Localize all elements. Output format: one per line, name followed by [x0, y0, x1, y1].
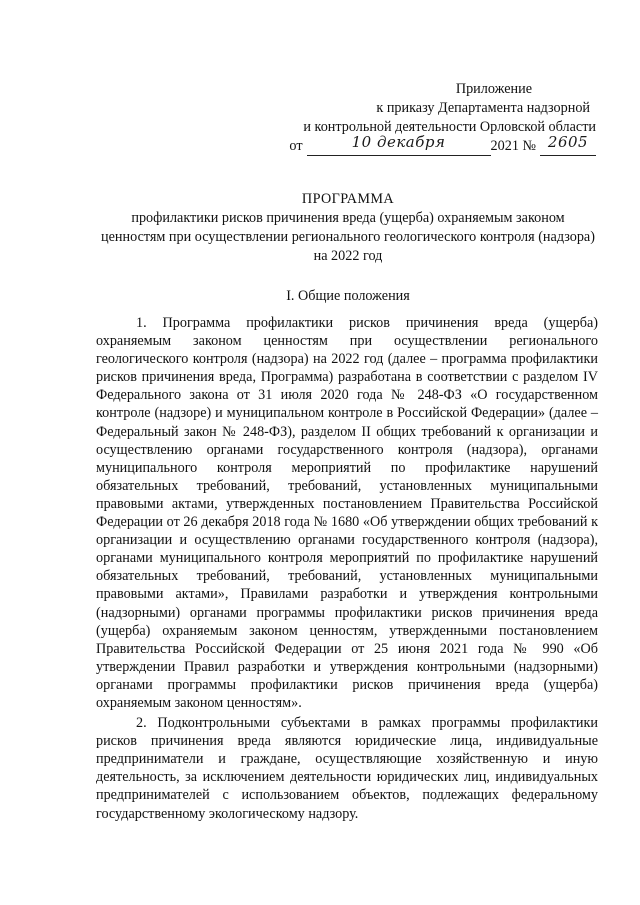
- program-title-block: [100, 190, 596, 266]
- program-heading: ПРОГРАММА: [301, 191, 395, 207]
- appendix-order-line: к приказу Департамента надзорной: [376, 100, 590, 116]
- appendix-title: Приложение: [455, 81, 532, 97]
- program-subtitle: профилактики рисков причинения вреда (ущерба) охраняемым законом ценностям при осуществлении регионального геологического контроля (надзора) на 2022 год: [101, 210, 595, 264]
- appendix-block: [0, 80, 596, 156]
- appendix-department-line: и контрольной деятельности Орловской области: [303, 119, 596, 135]
- number-field: [540, 133, 596, 156]
- handwritten-number: 2605: [547, 133, 589, 151]
- paragraph-1: 1. Программа профилактики рисков причинения вреда (ущерба) охраняемым законом ценностям при осуществлении регионального геологического контроля (надзора) на 2022 год (далее – программа профилактики рисков причинения вреда, Программа) разработана в соответствии с разделом IV Федерального закона от 31 июля 2020 года № 248-ФЗ «О государственном контроле (надзоре) и муниципальном контроле в Российской Федерации» (далее – Федеральный закон № 248-ФЗ), разделом II общих требований к организации и осуществлению органами государственного контроля (надзора), органами муниципального контроля мероприятий по профилактике нарушений обязательных требований, требований, установленных муниципальными правовыми актами, утвержденных постановлением Правительства Российской Федерации от 26 декабря 2018 года № 1680 «Об утверждении общих требований к организации и осуществлению органами государственного контроля (надзора), органами муниципального контроля мероприятий по профилактике нарушений обязательных требований, требований, установленных муниципальными правовыми актами», Правилами разработки и утверждения контрольными (надзорными) органами программы профилактики рисков причинения вреда (ущерба) охраняемым законом ценностям, утвержденными постановлением Правительства Российской Федерации от 25 июня 2021 года № 990 «Об утверждении Правил разработки и утверждения контрольными (надзорными) органами программы профилактики рисков причинения вреда (ущерба) охраняемым законом ценностям».: [96, 315, 598, 711]
- year-number-label: 2021 №: [490, 138, 536, 154]
- order-date-number-line: [0, 133, 596, 156]
- document-body: [96, 314, 598, 823]
- section-heading: I. Общие положения: [286, 288, 410, 304]
- paragraph-2: 2. Подконтрольными субъектами в рамках программы профилактики рисков причинения вреда являются юридические лица, индивидуальные предприниматели и граждане, осуществляющие хозяйственную и иную деятельность, за исключением деятельности юридических лиц, индивидуальных предпринимателей с использованием объектов, подлежащих федеральному государственному экологическому надзору.: [96, 715, 598, 822]
- from-label: от: [289, 138, 303, 154]
- handwritten-date: 10 декабря: [351, 133, 446, 151]
- date-field: [307, 133, 491, 156]
